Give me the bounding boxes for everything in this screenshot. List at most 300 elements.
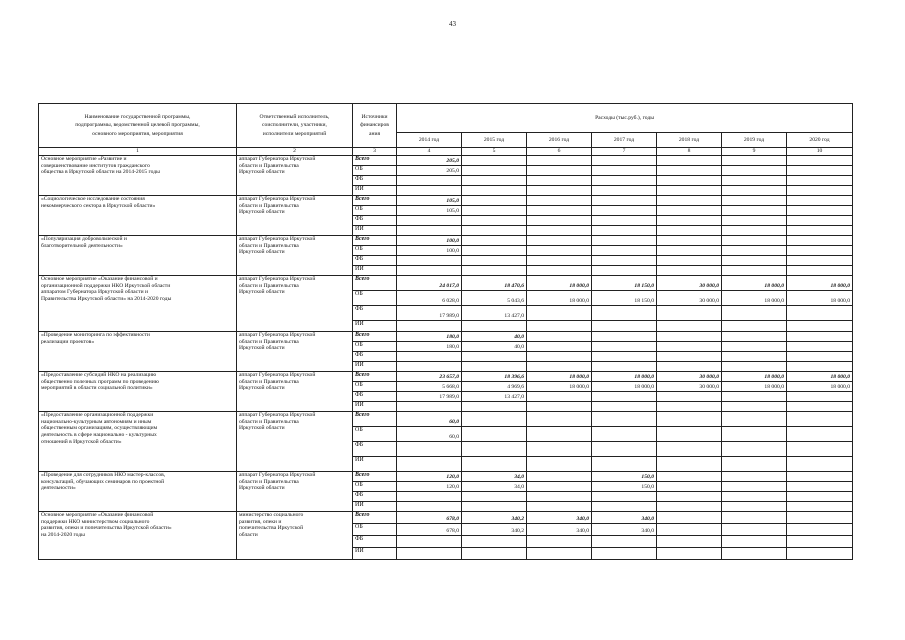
value-cell: [527, 216, 592, 226]
header-year: 2019 год: [722, 133, 787, 148]
value-cell: [657, 321, 722, 332]
value-cell: [657, 512, 722, 524]
value-cell: [787, 492, 853, 502]
value-cell: [787, 156, 853, 166]
value-cell: [462, 402, 527, 412]
source-cell: Всего: [353, 332, 397, 342]
value-cell: 5 043,6: [462, 291, 527, 306]
value-cell: [657, 176, 722, 186]
value-cell: [722, 321, 787, 332]
source-cell: Всего: [353, 412, 397, 427]
value-cell: 100,0: [397, 246, 462, 256]
program-name-cell: «Предоставление организационной поддержки национально-культурным автономиям и иным общественным организациям, осуществляющим деятельность в сфере национально - культурных отношений в Иркутской области»: [39, 412, 237, 472]
column-index: 4: [397, 148, 462, 156]
value-cell: [527, 412, 592, 427]
value-cell: [462, 457, 527, 472]
value-cell: [527, 321, 592, 332]
source-cell: ИИ: [353, 402, 397, 412]
value-cell: 18 000,0: [787, 276, 853, 291]
value-cell: [787, 412, 853, 427]
value-cell: 17 989,0: [397, 306, 462, 321]
value-cell: [657, 166, 722, 176]
executor-cell: министерство социального развития, опеки и попечительства Иркутской области: [237, 512, 353, 560]
value-cell: 60,0: [397, 412, 462, 427]
value-cell: [462, 226, 527, 236]
value-cell: [592, 226, 657, 236]
value-cell: [462, 196, 527, 206]
value-cell: [462, 442, 527, 457]
source-cell: Всего: [353, 196, 397, 206]
value-cell: 34,0: [462, 482, 527, 492]
value-cell: [462, 156, 527, 166]
value-cell: 18 000,0: [722, 291, 787, 306]
value-cell: [397, 266, 462, 276]
value-cell: 340,2: [462, 524, 527, 536]
executor-cell: аппарат Губернатора Иркутской области и Правительства Иркутской области: [237, 236, 353, 276]
value-cell: [527, 392, 592, 402]
page-number: 43: [449, 20, 456, 28]
value-cell: [592, 236, 657, 246]
value-cell: 105,0: [397, 196, 462, 206]
table-header: [39, 104, 853, 156]
value-cell: [527, 206, 592, 216]
value-cell: [722, 226, 787, 236]
value-cell: [462, 256, 527, 266]
table-body: [39, 156, 853, 560]
value-cell: [527, 442, 592, 457]
value-cell: [397, 442, 462, 457]
source-cell: ИИ: [353, 321, 397, 332]
value-cell: [657, 457, 722, 472]
header-year: 2014 год: [397, 133, 462, 148]
value-cell: 18 000,0: [722, 382, 787, 392]
source-cell: ФБ: [353, 392, 397, 402]
program-name-cell: «Социологическое исследование состояния некоммерческого сектора в Иркутской области»: [39, 196, 237, 236]
value-cell: [657, 216, 722, 226]
value-cell: [787, 196, 853, 206]
source-cell: Всего: [353, 512, 397, 524]
value-cell: [722, 196, 787, 206]
value-cell: [657, 472, 722, 482]
value-cell: [787, 332, 853, 342]
table-row: [39, 276, 853, 291]
source-cell: ИИ: [353, 266, 397, 276]
value-cell: [397, 402, 462, 412]
value-cell: 30 000,0: [657, 291, 722, 306]
value-cell: [787, 402, 853, 412]
value-cell: [527, 492, 592, 502]
value-cell: [592, 362, 657, 372]
value-cell: [592, 176, 657, 186]
value-cell: [462, 206, 527, 216]
value-cell: [722, 536, 787, 548]
value-cell: [462, 236, 527, 246]
value-cell: 4 969,6: [462, 382, 527, 392]
value-cell: 18 000,0: [527, 291, 592, 306]
value-cell: [527, 482, 592, 492]
value-cell: 18 000,0: [787, 382, 853, 392]
value-cell: 105,0: [397, 206, 462, 216]
program-name-cell: «Популяризация добровольческой и благотворительной деятельности»: [39, 236, 237, 276]
value-cell: [462, 246, 527, 256]
value-cell: [657, 442, 722, 457]
value-cell: [722, 427, 787, 442]
value-cell: [787, 266, 853, 276]
value-cell: [787, 246, 853, 256]
value-cell: [722, 236, 787, 246]
value-cell: [787, 427, 853, 442]
value-cell: [787, 524, 853, 536]
value-cell: [397, 548, 462, 560]
value-cell: [657, 402, 722, 412]
value-cell: [657, 427, 722, 442]
value-cell: [787, 166, 853, 176]
value-cell: [462, 548, 527, 560]
header-year: 2016 год: [527, 133, 592, 148]
value-cell: [657, 362, 722, 372]
value-cell: [787, 216, 853, 226]
value-cell: [787, 226, 853, 236]
value-cell: [722, 266, 787, 276]
value-cell: [722, 472, 787, 482]
value-cell: [657, 246, 722, 256]
value-cell: 17 989,0: [397, 392, 462, 402]
table-row: [39, 332, 853, 342]
value-cell: [592, 321, 657, 332]
value-cell: [527, 236, 592, 246]
value-cell: [657, 536, 722, 548]
value-cell: [592, 392, 657, 402]
value-cell: [657, 332, 722, 342]
source-cell: ФБ: [353, 176, 397, 186]
value-cell: [592, 246, 657, 256]
value-cell: [722, 492, 787, 502]
value-cell: [722, 502, 787, 512]
value-cell: [527, 536, 592, 548]
executor-cell: аппарат Губернатора Иркутской области и Правительства Иркутской области: [237, 412, 353, 472]
value-cell: 120,0: [397, 472, 462, 482]
source-cell: ФБ: [353, 256, 397, 266]
budget-table: [38, 103, 853, 560]
value-cell: [722, 342, 787, 352]
value-cell: [787, 362, 853, 372]
value-cell: [657, 492, 722, 502]
value-cell: [527, 352, 592, 362]
header-source: Источники финансиров ания: [353, 104, 397, 148]
value-cell: [787, 442, 853, 457]
value-cell: [787, 512, 853, 524]
value-cell: [527, 306, 592, 321]
value-cell: [722, 186, 787, 196]
value-cell: [592, 502, 657, 512]
column-index-row: [39, 148, 853, 156]
table-row: [39, 196, 853, 206]
executor-cell: аппарат Губернатора Иркутской области и Правительства Иркутской области: [237, 372, 353, 412]
value-cell: [527, 472, 592, 482]
value-cell: [397, 216, 462, 226]
source-cell: ИИ: [353, 502, 397, 512]
value-cell: [722, 206, 787, 216]
source-cell: ИИ: [353, 548, 397, 560]
source-cell: ОБ: [353, 482, 397, 492]
value-cell: [787, 321, 853, 332]
value-cell: [657, 266, 722, 276]
value-cell: 6 028,0: [397, 291, 462, 306]
value-cell: [397, 256, 462, 266]
value-cell: [787, 236, 853, 246]
source-cell: ФБ: [353, 536, 397, 548]
value-cell: 18 000,0: [592, 372, 657, 382]
value-cell: 34,0: [462, 472, 527, 482]
value-cell: [787, 306, 853, 321]
value-cell: 678,0: [397, 524, 462, 536]
value-cell: 340,0: [527, 524, 592, 536]
value-cell: 13 427,0: [462, 306, 527, 321]
value-cell: 5 668,0: [397, 382, 462, 392]
value-cell: 60,0: [397, 427, 462, 442]
value-cell: 40,0: [462, 332, 527, 342]
source-cell: ФБ: [353, 216, 397, 226]
value-cell: [462, 492, 527, 502]
value-cell: [787, 256, 853, 266]
column-index: 8: [657, 148, 722, 156]
value-cell: [722, 482, 787, 492]
value-cell: [592, 216, 657, 226]
value-cell: [657, 236, 722, 246]
value-cell: [397, 362, 462, 372]
source-cell: ОБ: [353, 206, 397, 216]
value-cell: [657, 392, 722, 402]
value-cell: [657, 226, 722, 236]
value-cell: 340,0: [592, 524, 657, 536]
value-cell: [722, 352, 787, 362]
value-cell: [527, 457, 592, 472]
value-cell: [722, 457, 787, 472]
value-cell: [462, 176, 527, 186]
executor-cell: аппарат Губернатора Иркутской области и Правительства Иркутской области: [237, 156, 353, 196]
value-cell: 18 000,0: [527, 276, 592, 291]
value-cell: [657, 156, 722, 166]
value-cell: [527, 166, 592, 176]
value-cell: [592, 166, 657, 176]
value-cell: [462, 362, 527, 372]
value-cell: [462, 412, 527, 427]
value-cell: [722, 306, 787, 321]
value-cell: [527, 427, 592, 442]
value-cell: [527, 362, 592, 372]
value-cell: 180,0: [397, 332, 462, 342]
value-cell: [722, 166, 787, 176]
table-row: [39, 372, 853, 382]
value-cell: [722, 524, 787, 536]
column-index: 10: [787, 148, 853, 156]
header-program: Наименование государственной программы, подпрограммы, ведомственной целевой программы, основного мероприятия, мероприятия: [39, 104, 237, 148]
value-cell: [397, 186, 462, 196]
value-cell: 24 017,0: [397, 276, 462, 291]
value-cell: [722, 412, 787, 427]
value-cell: [657, 306, 722, 321]
value-cell: [722, 362, 787, 372]
header-year: 2020 год: [787, 133, 853, 148]
value-cell: [657, 342, 722, 352]
value-cell: 340,0: [592, 512, 657, 524]
value-cell: [592, 342, 657, 352]
value-cell: [527, 548, 592, 560]
source-cell: ИИ: [353, 457, 397, 472]
value-cell: 18 150,0: [592, 291, 657, 306]
value-cell: [397, 321, 462, 332]
value-cell: [527, 186, 592, 196]
value-cell: [657, 548, 722, 560]
value-cell: [527, 196, 592, 206]
value-cell: [592, 266, 657, 276]
table-row: [39, 156, 853, 166]
value-cell: 340,0: [527, 512, 592, 524]
value-cell: [657, 482, 722, 492]
value-cell: [527, 402, 592, 412]
value-cell: [592, 548, 657, 560]
value-cell: [527, 246, 592, 256]
header-expenses: Расходы (тыс.руб.), годы: [397, 104, 853, 133]
column-index: 9: [722, 148, 787, 156]
value-cell: [397, 176, 462, 186]
header-year: 2015 год: [462, 133, 527, 148]
value-cell: [657, 206, 722, 216]
value-cell: [592, 306, 657, 321]
value-cell: [657, 352, 722, 362]
program-name-cell: «Проведение для сотрудников НКО мастер-классов, консультаций, обучающих семинаров по проектной деятельности»: [39, 472, 237, 512]
value-cell: [657, 186, 722, 196]
source-cell: Всего: [353, 276, 397, 291]
value-cell: [657, 256, 722, 266]
value-cell: [592, 536, 657, 548]
value-cell: [787, 352, 853, 362]
value-cell: 205,0: [397, 166, 462, 176]
source-cell: ОБ: [353, 291, 397, 306]
table-row: [39, 412, 853, 427]
value-cell: [592, 256, 657, 266]
value-cell: [592, 492, 657, 502]
value-cell: 30 000,0: [657, 276, 722, 291]
executor-cell: аппарат Губернатора Иркутской области и Правительства Иркутской области: [237, 196, 353, 236]
source-cell: ОБ: [353, 246, 397, 256]
value-cell: 18 000,0: [527, 382, 592, 392]
value-cell: 40,0: [462, 342, 527, 352]
value-cell: [592, 196, 657, 206]
value-cell: [722, 156, 787, 166]
value-cell: [787, 176, 853, 186]
value-cell: [592, 206, 657, 216]
value-cell: [397, 502, 462, 512]
value-cell: [397, 226, 462, 236]
value-cell: 180,0: [397, 342, 462, 352]
source-cell: ОБ: [353, 382, 397, 392]
column-index: 3: [353, 148, 397, 156]
value-cell: [397, 492, 462, 502]
value-cell: [787, 502, 853, 512]
value-cell: [787, 536, 853, 548]
source-cell: ИИ: [353, 186, 397, 196]
value-cell: [527, 332, 592, 342]
value-cell: [722, 332, 787, 342]
value-cell: [462, 502, 527, 512]
column-index: 1: [39, 148, 237, 156]
value-cell: [657, 502, 722, 512]
source-cell: ФБ: [353, 442, 397, 457]
value-cell: [592, 156, 657, 166]
value-cell: 18 000,0: [787, 372, 853, 382]
value-cell: 205,0: [397, 156, 462, 166]
source-cell: ОБ: [353, 342, 397, 352]
value-cell: 150,0: [592, 482, 657, 492]
value-cell: [657, 412, 722, 427]
value-cell: 18 150,0: [592, 276, 657, 291]
value-cell: 18 470,6: [462, 276, 527, 291]
program-name-cell: Основное мероприятие «Оказание финансовой и организационной поддержки НКО Иркутской области аппаратом Губернатора Иркутской области и Правительства Иркутской области» на 2014-2020 годы: [39, 276, 237, 332]
column-index: 7: [592, 148, 657, 156]
value-cell: 340,2: [462, 512, 527, 524]
value-cell: 18 396,6: [462, 372, 527, 382]
source-cell: Всего: [353, 236, 397, 246]
value-cell: [787, 472, 853, 482]
program-name-cell: «Предоставление субсидий НКО на реализацию общественно полезных программ по проведению мероприятий в области социальной политики»: [39, 372, 237, 412]
value-cell: [787, 457, 853, 472]
value-cell: [462, 352, 527, 362]
value-cell: [722, 176, 787, 186]
value-cell: [527, 156, 592, 166]
value-cell: [462, 266, 527, 276]
value-cell: [787, 206, 853, 216]
value-cell: [787, 392, 853, 402]
table-row: [39, 472, 853, 482]
value-cell: [722, 216, 787, 226]
value-cell: [592, 352, 657, 362]
value-cell: 30 000,0: [657, 382, 722, 392]
value-cell: [657, 196, 722, 206]
value-cell: 18 000,0: [722, 372, 787, 382]
source-cell: Всего: [353, 156, 397, 166]
value-cell: [722, 548, 787, 560]
source-cell: ИИ: [353, 226, 397, 236]
executor-cell: аппарат Губернатора Иркутской области и Правительства Иркутской области: [237, 472, 353, 512]
value-cell: [527, 176, 592, 186]
value-cell: [527, 342, 592, 352]
source-cell: ОБ: [353, 524, 397, 536]
value-cell: 18 000,0: [787, 291, 853, 306]
value-cell: 18 000,0: [527, 372, 592, 382]
table-row: [39, 236, 853, 246]
value-cell: 678,0: [397, 512, 462, 524]
value-cell: 23 657,0: [397, 372, 462, 382]
source-cell: ФБ: [353, 492, 397, 502]
value-cell: [722, 246, 787, 256]
source-cell: ФБ: [353, 306, 397, 321]
executor-cell: аппарат Губернатора Иркутской области и Правительства Иркутской области: [237, 276, 353, 332]
source-cell: Всего: [353, 372, 397, 382]
value-cell: 13 427,0: [462, 392, 527, 402]
value-cell: [657, 524, 722, 536]
program-name-cell: «Проведение мониторинга по эффективности реализации проектов»: [39, 332, 237, 372]
value-cell: [527, 256, 592, 266]
value-cell: [462, 186, 527, 196]
value-cell: 150,0: [592, 472, 657, 482]
value-cell: 18 000,0: [592, 382, 657, 392]
column-index: 2: [237, 148, 353, 156]
value-cell: [787, 186, 853, 196]
source-cell: ФБ: [353, 352, 397, 362]
value-cell: [787, 548, 853, 560]
value-cell: [722, 512, 787, 524]
